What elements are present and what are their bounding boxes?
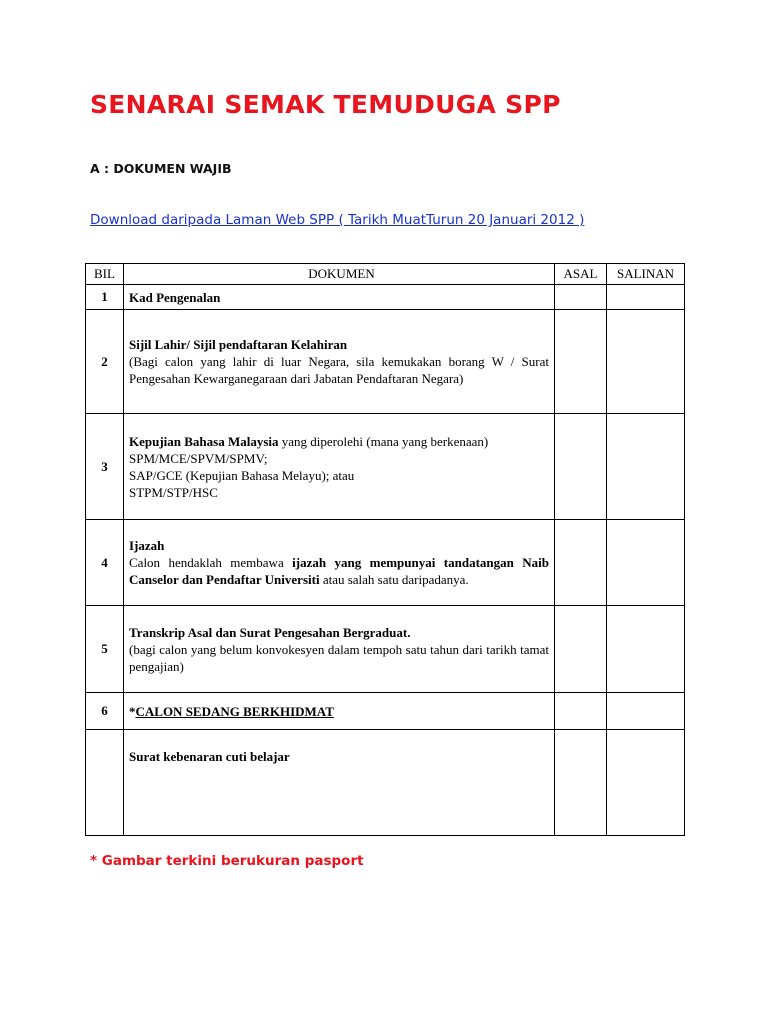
row-number: 1 bbox=[86, 285, 124, 310]
description-part: Calon hendaklah membawa bbox=[129, 555, 293, 570]
table-row bbox=[86, 606, 685, 693]
row-number: 4 bbox=[86, 520, 124, 606]
download-link[interactable]: Download daripada Laman Web SPP ( Tarikh MuatTurun 20 Januari 2012 ) bbox=[90, 212, 585, 228]
asal-checkbox-cell[interactable] bbox=[555, 414, 607, 520]
row-number: 3 bbox=[86, 414, 124, 520]
section-heading: A : DOKUMEN WAJIB bbox=[90, 161, 232, 176]
asal-checkbox-cell[interactable] bbox=[555, 285, 607, 310]
document-title-suffix: yang diperolehi (mana yang berkenaan) bbox=[278, 433, 489, 449]
document-description bbox=[129, 555, 549, 587]
table-row bbox=[86, 285, 685, 310]
description-part: atau salah satu daripadanya. bbox=[319, 572, 469, 587]
asal-checkbox-cell[interactable] bbox=[555, 693, 607, 730]
table-row bbox=[86, 310, 685, 414]
footnote: * Gambar terkini berukuran pasport bbox=[90, 853, 364, 869]
table-row bbox=[86, 520, 685, 606]
table-row bbox=[86, 730, 685, 836]
document-cell bbox=[124, 520, 555, 606]
row-number bbox=[86, 730, 124, 836]
document-cell bbox=[124, 693, 555, 730]
table-row bbox=[86, 693, 685, 730]
document-title: Surat kebenaran cuti belajar bbox=[129, 749, 290, 764]
asal-checkbox-cell[interactable] bbox=[555, 730, 607, 836]
header-salinan: SALINAN bbox=[607, 264, 685, 285]
header-asal: ASAL bbox=[555, 264, 607, 285]
document-description: (Bagi calon yang lahir di luar Negara, sila kemukakan borang W / Surat Pengesahan Kewarganegaraan dari Jabatan Pendaftaran Negara) bbox=[129, 354, 549, 386]
checklist-table bbox=[85, 263, 685, 836]
page-title: SENARAI SEMAK TEMUDUGA SPP bbox=[90, 90, 561, 119]
row-number: 5 bbox=[86, 606, 124, 693]
document-cell bbox=[124, 606, 555, 693]
asal-checkbox-cell[interactable] bbox=[555, 606, 607, 693]
row-number: 2 bbox=[86, 310, 124, 414]
document-title: Kad Pengenalan bbox=[129, 289, 221, 305]
document-cell bbox=[124, 730, 555, 836]
salinan-checkbox-cell[interactable] bbox=[607, 520, 685, 606]
document-cell bbox=[124, 310, 555, 414]
salinan-checkbox-cell[interactable] bbox=[607, 693, 685, 730]
document-line: SPM/MCE/SPVM/SPMV; bbox=[129, 450, 268, 466]
asal-checkbox-cell[interactable] bbox=[555, 310, 607, 414]
asal-checkbox-cell[interactable] bbox=[555, 520, 607, 606]
description-emphasis: ijazah yang mempunyai tandatangan Naib Canselor dan Pendaftar Universiti bbox=[129, 555, 549, 587]
table-header-row bbox=[86, 264, 685, 285]
document-title: Sijil Lahir/ Sijil pendaftaran Kelahiran bbox=[129, 337, 348, 352]
document-cell bbox=[124, 285, 555, 310]
document-line: SAP/GCE (Kepujian Bahasa Melayu); atau bbox=[129, 467, 355, 483]
document-description: (bagi calon yang belum konvokesyen dalam tempoh satu tahun dari tarikh tamat pengajian) bbox=[129, 641, 549, 674]
document-title: Ijazah bbox=[129, 538, 165, 553]
salinan-checkbox-cell[interactable] bbox=[607, 730, 685, 836]
document-line: STPM/STP/HSC bbox=[129, 484, 218, 500]
salinan-checkbox-cell[interactable] bbox=[607, 310, 685, 414]
document-title-line bbox=[129, 433, 549, 450]
salinan-checkbox-cell[interactable] bbox=[607, 285, 685, 310]
salinan-checkbox-cell[interactable] bbox=[607, 606, 685, 693]
document-cell bbox=[124, 414, 555, 520]
salinan-checkbox-cell[interactable] bbox=[607, 414, 685, 520]
document-title-prefix: * bbox=[129, 703, 136, 719]
document-title: Kepujian Bahasa Malaysia bbox=[129, 433, 279, 449]
document-title: CALON SEDANG BERKHIDMAT bbox=[135, 703, 334, 719]
row-number: 6 bbox=[86, 693, 124, 730]
table-row bbox=[86, 414, 685, 520]
header-dokumen: DOKUMEN bbox=[124, 264, 555, 285]
document-title: Transkrip Asal dan Surat Pengesahan Bergraduat. bbox=[129, 624, 411, 640]
header-bil: BIL bbox=[86, 264, 124, 285]
